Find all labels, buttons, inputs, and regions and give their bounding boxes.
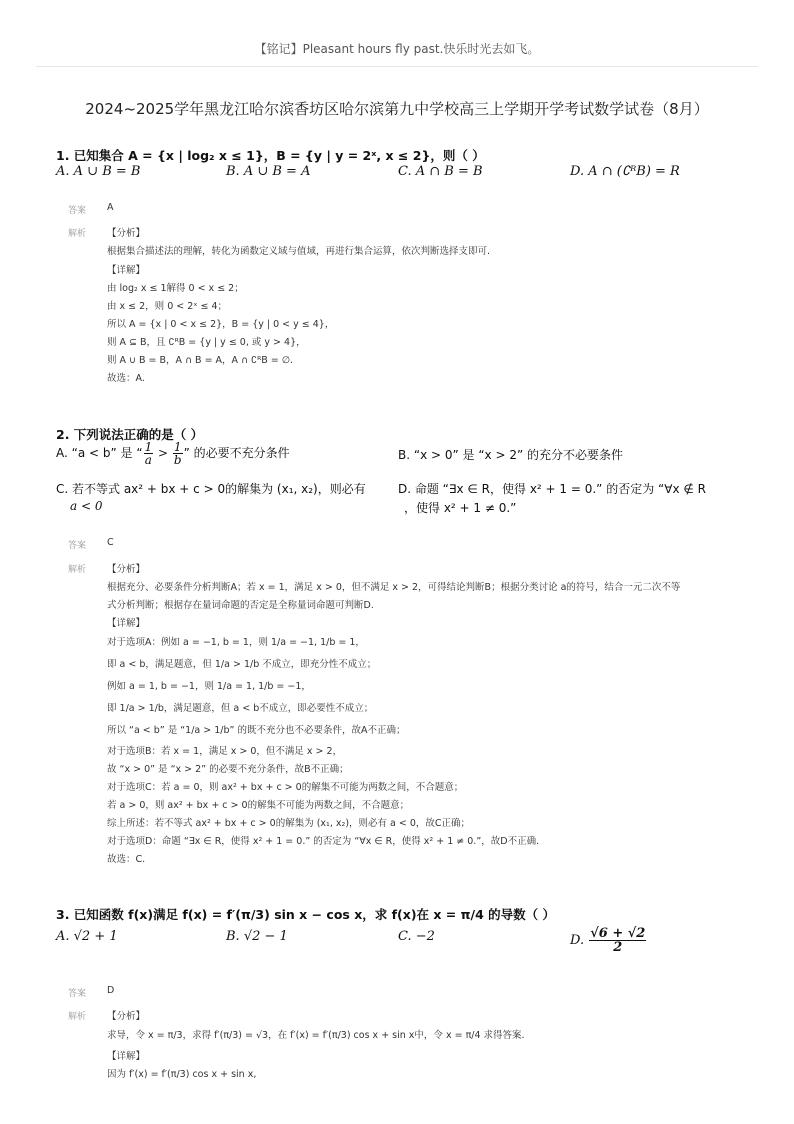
q2-detail-line-8: 对于选项C：若 a = 0，则 ax² + bx + c > 0的解集不可能为两数之间，不合题意； [107,782,464,793]
q2-detail-line-10: 综上所述：若不等式 ax² + bx + c > 0的解集为 (x₁, x₂)，则必有 a < 0，故C正确； [107,818,471,829]
q2-stem: 2. 下列说法正确的是（ ） [56,427,204,442]
q1-fenxi-heading: 【分析】 [107,228,146,239]
q3-detail-line-1: 因为 f′(x) = f′(π/3) cos x + sin x, [107,1069,257,1080]
header-divider [36,66,758,67]
q1-option-d: D. A ∩ (∁ᴿB) = R [570,164,680,179]
q2-detail-line-2: 即 a < b，满足题意，但 1/a > 1/b 不成立，即充分性不成立； [107,659,377,670]
q1-answer-label: 答案 [68,206,87,216]
q1-xiangjie-heading: 【详解】 [107,265,146,276]
q2-fenxi-text-1: 根据充分、必要条件分析判断A；若 x = 1，满足 x > 0，但不满足 x > 2，可得结论判断B；根据分类讨论 a的符号，结合一元二次不等 [107,582,681,593]
q1-option-a: A. A ∪ B = B [56,164,141,179]
q1-detail-line-6: 故选：A. [107,373,145,384]
q3-option-d [570,927,647,954]
fraction-1-over-a: $\frac{1}{a}$ [144,440,153,467]
q1-detail-line-1: 由 log₂ x ≤ 1解得 0 < x ≤ 2； [107,283,244,294]
q2-option-a-suffix: ” 的必要不充分条件 [183,446,290,460]
q1-analysis-label: 解析 [68,229,87,239]
q2-detail-line-1: 对于选项A：例如 a = −1, b = 1，则 1/a = −1, 1/b = 1， [107,637,365,648]
q2-analysis-label: 解析 [68,565,87,575]
q2-detail-line-3: 例如 a = 1, b = −1，则 1/a = 1, 1/b = −1， [107,681,311,692]
q2-option-a-prefix: A. “a < b” 是 “ [56,446,143,460]
q2-detail-line-11: 对于选项D：命题 “∃x ∈ R，使得 x² + 1 = 0.” 的否定为 “∀x ∈ R，使得 x² + 1 ≠ 0.”，故D不正确. [107,836,540,847]
q2-option-c-line-1: C. 若不等式 ax² + bx + c > 0的解集为 (x₁, x₂)，则必有 [56,482,366,496]
q3-option-d-fraction [589,927,646,954]
q2-answer: C [107,537,114,548]
q1-option-c: C. A ∩ B = B [398,164,483,179]
q3-option-d-numerator: √6 + √2 [590,926,646,941]
q3-option-a: A. √2 + 1 [56,929,118,944]
page-motto: 【铭记】Pleasant hours fly past.快乐时光去如飞。 [254,42,540,56]
q2-detail-line-12: 故选：C. [107,854,146,865]
q1-option-b: B. A ∪ B = A [226,164,311,179]
q3-answer-label: 答案 [68,989,87,999]
q1-detail-line-4: 则 A ⊆ B，且 ∁ᴿB = {y | y ≤ 0, 或 y > 4}， [107,337,306,348]
q2-answer-label: 答案 [68,541,87,551]
q2-fenxi-heading: 【分析】 [107,564,146,575]
q3-option-d-denominator: 2 [613,940,623,955]
q3-option-c: C. −2 [398,929,435,944]
q3-option-b: B. √2 − 1 [226,929,288,944]
q2-option-d-line-1: D. 命题 “∃x ∈ R，使得 x² + 1 = 0.” 的否定为 “∀x ∉ R [398,482,706,496]
q1-fenxi-text: 根据集合描述法的理解，转化为函数定义域与值域，再进行集合运算，依次判断选择支即可. [107,246,491,257]
q2-detail-line-7: 故 “x > 0” 是 “x > 2” 的必要不充分条件，故B不正确； [107,764,349,775]
q3-fenxi-text: 求导，令 x = π/3，求得 f′(π/3) = √3，在 f′(x) = f′(π/3) cos x + sin x中，令 x = π/4 求得答案. [107,1030,525,1041]
q1-answer: A [107,202,114,213]
q1-detail-line-3: 所以 A = {x | 0 < x ≤ 2}，B = {y | 0 < y ≤ 4}， [107,319,335,330]
q1-stem: 1. 已知集合 A = {x | log₂ x ≤ 1}，B = {y | y = 2ˣ, x ≤ 2}，则（ ） [56,148,485,163]
q2-xiangjie-heading: 【详解】 [107,618,146,629]
q2-option-a: A. “a < b” 是 “ $\frac{1}{a}$ > $\frac{1}{b}$ ” 的必要不充分条件 [56,440,290,467]
q2-detail-line-5: 所以 “a < b” 是 “1/a > 1/b” 的既不充分也不必要条件，故A不正确； [107,725,406,736]
fraction-1-over-b: $\frac{1}{b}$ [173,440,182,467]
q3-answer: D [107,985,115,996]
q2-option-b: B. “x > 0” 是 “x > 2” 的充分不必要条件 [398,448,624,462]
exam-title: 2024~2025学年黑龙江哈尔滨香坊区哈尔滨第九中学校高三上学期开学考试数学试卷（8月） [85,100,709,118]
q2-option-c-line-2: a < 0 [70,499,103,513]
q1-detail-line-5: 则 A ∪ B = B，A ∩ B = A，A ∩ ∁ᴿB = ∅. [107,355,294,366]
q3-xiangjie-heading: 【详解】 [107,1051,146,1062]
q2-fenxi-text-2: 式分析判断；根据存在量词命题的否定是全称量词命题可判断D. [107,600,374,611]
q2-detail-line-6: 对于选项B：若 x = 1，满足 x > 0，但不满足 x > 2， [107,746,343,757]
q1-detail-line-2: 由 x ≤ 2，则 0 < 2ˣ ≤ 4； [107,301,228,312]
q2-detail-line-4: 即 1/a > 1/b，满足题意，但 a < b不成立，即必要性不成立； [107,703,374,714]
q3-analysis-label: 解析 [68,1012,87,1022]
q3-stem: 3. 已知函数 f(x)满足 f(x) = f′(π/3) sin x − cos x，求 f(x)在 x = π/4 的导数（ ） [56,907,555,922]
q2-detail-line-9: 若 a > 0，则 ax² + bx + c > 0的解集不可能为两数之间，不合题意； [107,800,410,811]
q2-option-d-line-2: ，使得 x² + 1 ≠ 0.” [404,501,517,515]
q3-fenxi-heading: 【分析】 [107,1011,146,1022]
q3-option-d-prefix: D. [570,933,585,948]
